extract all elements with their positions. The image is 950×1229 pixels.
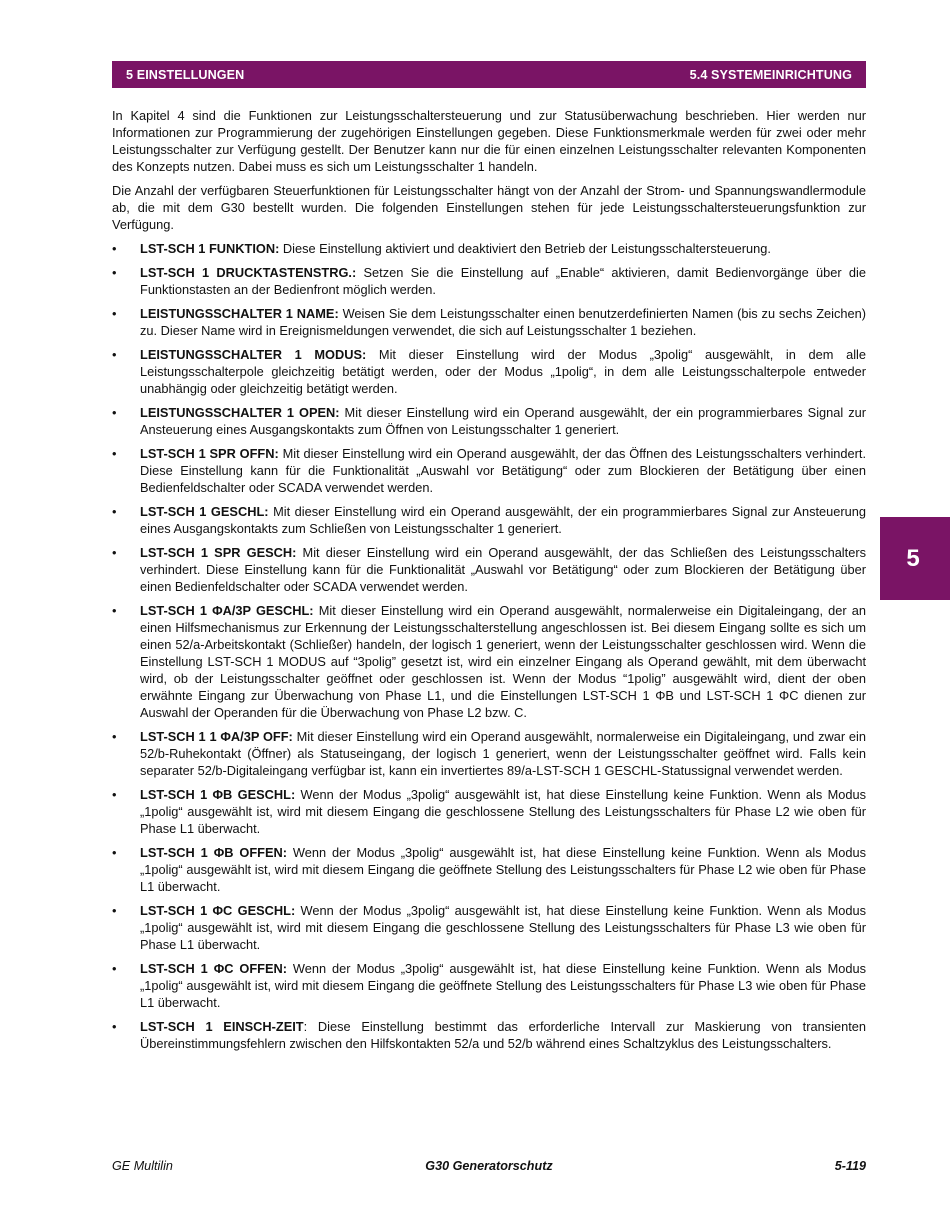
- setting-term: LST-SCH 1 ΦB GESCHL:: [140, 787, 296, 802]
- bullet-icon: •: [112, 961, 117, 976]
- page-content: [112, 107, 866, 1059]
- section-title: 5.4 SYSTEMEINRICHTUNG: [689, 67, 852, 82]
- settings-list: [112, 240, 866, 1052]
- bullet-icon: •: [112, 729, 117, 744]
- setting-description: Mit dieser Einstellung wird ein Operand ausgewählt, normalerweise ein Digitaleingang, und zwar ein 52/b-Ruhekontakt (Öffner) als Statuseingang, der logisch 1 generiert, wenn der Leistungsschalter geöffnet wird. Falls kein separater 52/b-Digitaleingang verfügbar ist, kann ein invertiertes 89/a-LST-SCH 1 GESCHL-Statussignal verwendet werden.: [140, 729, 866, 778]
- setting-term: LEISTUNGSSCHALTER 1 MODUS:: [140, 347, 367, 362]
- chapter-side-tab: 5: [880, 517, 950, 600]
- intro-paragraph: Die Anzahl der verfügbaren Steuerfunktionen für Leistungsschalter hängt von der Anzahl der Strom- und Spannungswandlermodule ab, die mit dem G30 bestellt wurden. Die folgenden Einstellungen stehen für jede Leistungsschaltersteuerungsfunktion zur Verfügung.: [112, 183, 866, 232]
- list-item: [112, 240, 866, 257]
- setting-description: Weisen Sie dem Leistungsschalter einen benutzerdefinierten Namen (bis zu sechs Zeichen) zu. Dieser Name wird in Ereignismeldungen verwendet, die sich auf Leistungsschalter 1 beziehen.: [140, 306, 866, 338]
- setting-term: LST-SCH 1 GESCHL:: [140, 504, 269, 519]
- setting-term: LST-SCH 1 DRUCKTASTENSTRG.:: [140, 265, 357, 280]
- list-item: [112, 346, 866, 397]
- setting-description: : Diese Einstellung bestimmt das erforderliche Intervall zur Maskierung von transienten Übereinstimmungsfehlern zwischen den Hilfskontakten 52/a und 52/b während eines Schaltzyklus des Leistungsschalters.: [140, 1019, 866, 1051]
- list-item: [112, 728, 866, 779]
- setting-term: LST-SCH 1 ΦA/3P GESCHL:: [140, 603, 314, 618]
- setting-description: Setzen Sie die Einstellung auf „Enable“ aktivieren, damit Bedienvorgänge über die Funktionstasten an der Bedienfront möglich werden.: [140, 265, 866, 297]
- page-number: 5-119: [834, 1159, 866, 1173]
- setting-description: Mit dieser Einstellung wird ein Operand ausgewählt, der das Schließen des Leistungsschalters verhindert. Diese Einstellung kann für die Funktionalität „Auswahl vor Betätigung“ oder zum Blockieren der Betätigung über einen Bedienfeldschalter oder SCADA verwendet werden.: [140, 545, 866, 594]
- list-item: [112, 544, 866, 595]
- list-item: [112, 1018, 866, 1052]
- bullet-icon: •: [112, 347, 117, 362]
- setting-description: Mit dieser Einstellung wird ein Operand ausgewählt, der ein programmierbares Signal zur Ansteuerung eines Ausgangskontakts zum Öffnen von Leistungsschalter 1 generiert.: [140, 405, 866, 437]
- bullet-icon: •: [112, 545, 117, 560]
- setting-description: Mit dieser Einstellung wird ein Operand ausgewählt, der ein programmierbares Signal zur Ansteuerung eines Ausgangskontakts zum Schließen von Leistungsschalter 1 generiert.: [140, 504, 867, 536]
- bullet-icon: •: [112, 504, 117, 519]
- setting-term: LST-SCH 1 SPR OFFN:: [140, 446, 279, 461]
- setting-term: LEISTUNGSSCHALTER 1 NAME:: [140, 306, 339, 321]
- footer-company: GE Multilin: [112, 1159, 173, 1173]
- setting-term: LST-SCH 1 1 ΦA/3P OFF:: [140, 729, 293, 744]
- setting-description: Wenn der Modus „3polig“ ausgewählt ist, hat diese Einstellung keine Funktion. Wenn als Modus „1polig“ ausgewählt ist, wird mit diesem Eingang die geschlossene Stellung des Leistungsschalters für Phase L3 wie oben für Phase L1 überwacht.: [140, 903, 866, 952]
- setting-term: LST-SCH 1 SPR GESCH:: [140, 545, 297, 560]
- bullet-icon: •: [112, 1019, 117, 1034]
- setting-term: LST-SCH 1 EINSCH-ZEIT: [140, 1019, 304, 1034]
- bullet-icon: •: [112, 405, 117, 420]
- setting-term: LST-SCH 1 FUNKTION:: [140, 241, 280, 256]
- bullet-icon: •: [112, 265, 117, 280]
- bullet-icon: •: [112, 603, 117, 618]
- footer-product: G30 Generatorschutz: [425, 1159, 553, 1173]
- setting-description: Wenn der Modus „3polig“ ausgewählt ist, hat diese Einstellung keine Funktion. Wenn als Modus „1polig“ ausgewählt ist, wird mit diesem Eingang die geöffnete Stellung des Leistungsschalters für Phase L3 wie oben für Phase L1 überwacht.: [140, 961, 866, 1010]
- list-item: [112, 305, 866, 339]
- setting-description: Wenn der Modus „3polig“ ausgewählt ist, hat diese Einstellung keine Funktion. Wenn als Modus „1polig“ ausgewählt ist, wird mit diesem Eingang die geschlossene Stellung des Leistungsschalters für Phase L2 wie oben für Phase L1 überwacht.: [140, 787, 866, 836]
- section-header-bar: [112, 61, 866, 88]
- bullet-icon: •: [112, 903, 117, 918]
- list-item: [112, 844, 866, 895]
- intro-paragraph: In Kapitel 4 sind die Funktionen zur Leistungsschaltersteuerung und zur Statusüberwachung beschrieben. Hier werden nur Informationen zur Programmierung der zugehörigen Einstellungen gegeben. Diese Funktionsmerkmale werden für zwei oder mehr Leistungsschalter zur Verfügung gestellt. Der Benutzer kann nur die für einen einzelnen Leistungsschalter relevanten Komponenten des Konzepts nutzen. Dabei muss es sich um Leistungsschalter 1 handeln.: [112, 108, 866, 174]
- bullet-icon: •: [112, 241, 117, 256]
- setting-term: LST-SCH 1 ΦC OFFEN:: [140, 961, 287, 976]
- setting-description: Diese Einstellung aktiviert und deaktiviert den Betrieb der Leistungsschaltersteuerung.: [279, 241, 771, 256]
- setting-description: Wenn der Modus „3polig“ ausgewählt ist, hat diese Einstellung keine Funktion. Wenn als Modus „1polig“ ausgewählt ist, wird mit diesem Eingang die geöffnete Stellung des Leistungsschalters für Phase L2 wie oben für Phase L1 überwacht.: [140, 845, 866, 894]
- list-item: [112, 503, 866, 537]
- list-item: [112, 264, 866, 298]
- list-item: [112, 786, 866, 837]
- list-item: [112, 404, 866, 438]
- list-item: [112, 902, 866, 953]
- setting-term: LEISTUNGSSCHALTER 1 OPEN:: [140, 405, 340, 420]
- bullet-icon: •: [112, 845, 117, 860]
- list-item: [112, 445, 866, 496]
- list-item: [112, 602, 866, 721]
- chapter-title: 5 EINSTELLUNGEN: [126, 67, 245, 82]
- bullet-icon: •: [112, 446, 117, 461]
- setting-term: LST-SCH 1 ΦC GESCHL:: [140, 903, 296, 918]
- bullet-icon: •: [112, 306, 117, 321]
- setting-term: LST-SCH 1 ΦB OFFEN:: [140, 845, 287, 860]
- setting-description: Mit dieser Einstellung wird ein Operand ausgewählt, der das Öffnen des Leistungsschalters verhindert. Diese Einstellung kann für die Funktionalität „Auswahl vor Betätigung“ oder zum Blockieren der Betätigung über einen Bedienfeldschalter oder SCADA verwendet werden.: [140, 446, 867, 495]
- setting-description: Mit dieser Einstellung wird der Modus „3polig“ ausgewählt, in dem alle Leistungsschalterpole gleichzeitig betätigt werden, oder der Modus „1polig“, in dem alle Leistungsschalterpole entweder unabhängig oder gleichzeitig betätigt werden.: [140, 347, 866, 396]
- page-footer: [112, 1157, 866, 1175]
- bullet-icon: •: [112, 787, 117, 802]
- setting-description: Mit dieser Einstellung wird ein Operand ausgewählt, normalerweise ein Digitaleingang, der an einen Hilfsmechanismus zur Erkennung der Leistungsschalterstellung angeschlossen ist. Bei diesem Eingang sollte es sich um einen 52/a-Arbeitskontakt (Schließer) handeln, der logisch 1 generiert, wenn der Leistungsschalter geschlossen wird. Wenn die Einstellung LST-SCH 1 MODUS auf “3polig” gesetzt ist, wird ein einzelner Eingang als Operand gewählt, mit dem überwacht wird, ob der Leistungsschalter geöffnet oder geschlossen ist. Wenn der Modus “1polig” ausgewählt wird, dient der oben erwähnte Eingang zur Überwachung von Phase L1, und die Einstellungen LST-SCH 1 ΦB und LST-SCH 1 ΦC dienen zur Auswahl der Operanden für die Überwachung von Phase L2 bzw. C.: [140, 603, 866, 720]
- list-item: [112, 960, 866, 1011]
